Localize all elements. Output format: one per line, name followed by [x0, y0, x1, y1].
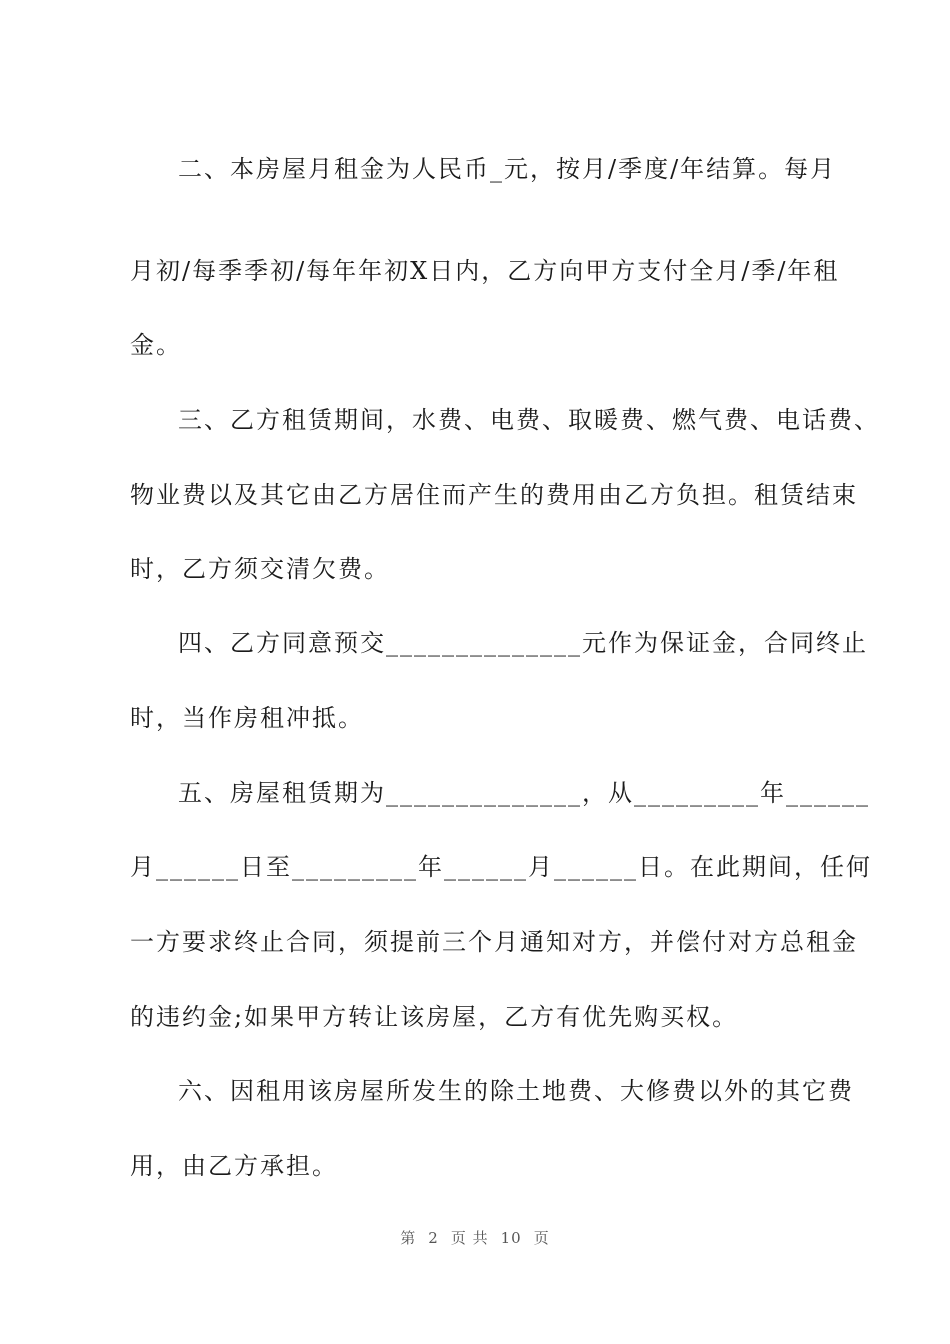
paragraph-4-line-2: 时，当作房租冲抵。 — [130, 704, 364, 732]
footer-unit-label: 页 — [533, 1229, 550, 1247]
paragraph-5-line-4: 的违约金;如果甲方转让该房屋，乙方有优先购买权。 — [130, 1003, 739, 1031]
footer-page-label: 第 — [400, 1229, 417, 1247]
paragraph-2-line-3: 金。 — [130, 331, 182, 359]
page-footer — [0, 1228, 950, 1248]
paragraph-6-line-1: 六、因租用该房屋所发生的除土地费、大修费以外的其它费 — [178, 1077, 854, 1105]
paragraph-2-line-1: 二、本房屋月租金为人民币_元，按月/季度/年结算。每月 — [178, 155, 837, 183]
paragraph-5-line-2: 月______日至_________年______月______日。在此期间，任何 — [130, 853, 872, 881]
paragraph-3-line-1: 三、乙方租赁期间，水费、电费、取暖费、燃气费、电话费、 — [178, 406, 880, 434]
footer-of-label: 页 共 — [450, 1229, 489, 1247]
paragraph-2-line-2: 月初/每季季初/每年年初X日内，乙方向甲方支付全月/季/年租 — [130, 257, 840, 285]
paragraph-4-line-1: 四、乙方同意预交______________元作为保证金，合同终止 — [178, 629, 868, 657]
paragraph-5-line-3: 一方要求终止合同，须提前三个月通知对方，并偿付对方总租金 — [130, 928, 858, 956]
footer-total-pages: 10 — [500, 1229, 522, 1247]
paragraph-3-line-3: 时，乙方须交清欠费。 — [130, 555, 390, 583]
paragraph-6-line-2: 用，由乙方承担。 — [130, 1152, 338, 1180]
footer-current-page: 2 — [428, 1229, 439, 1247]
paragraph-5-line-1: 五、房屋租赁期为______________，从_________年______ — [178, 779, 870, 807]
paragraph-3-line-2: 物业费以及其它由乙方居住而产生的费用由乙方负担。租赁结束 — [130, 481, 858, 509]
